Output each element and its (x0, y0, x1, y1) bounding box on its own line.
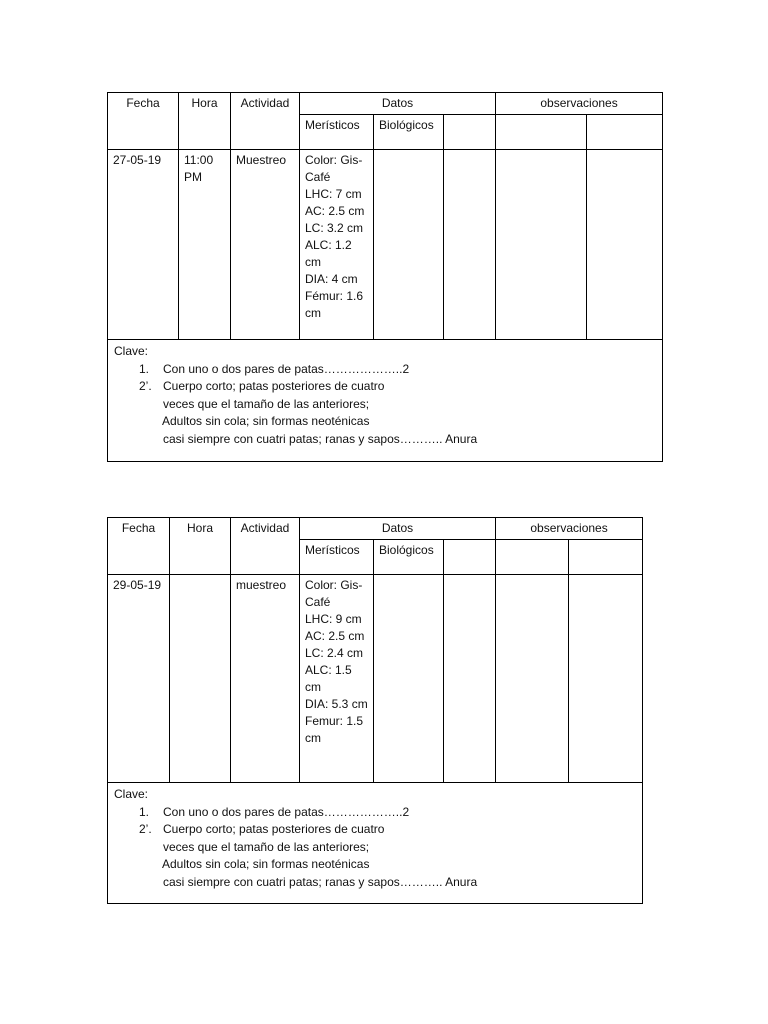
clave-item-2-line: Adultos sin cola; sin formas neoténicas (162, 857, 370, 871)
entry-meristicos (300, 575, 374, 783)
header-datos: Datos (300, 93, 496, 115)
entry-actividad: Muestreo (231, 150, 300, 340)
header-biologicos: Biológicos (374, 540, 444, 575)
empty-cell (587, 115, 663, 150)
entry-fecha: 29-05-19 (108, 575, 170, 783)
clave-item-2: 2’. Cuerpo corto; patas posteriores de cuatro (139, 822, 385, 836)
empty-cell (496, 540, 569, 575)
clave-item-2-line: Adultos sin cola; sin formas neoténicas (162, 414, 370, 428)
header-biologicos: Biológicos (374, 115, 444, 150)
clave-item-2: 2’. Cuerpo corto; patas posteriores de cuatro (139, 379, 385, 393)
meristic-value: ALC: 1.5 cm (305, 663, 352, 694)
clave-item-1: 1. Con uno o dos pares de patas………………..2 (139, 361, 410, 376)
meristic-value: LHC: 9 cm (305, 612, 362, 626)
record-table-2 (107, 517, 642, 904)
empty-cell (444, 115, 496, 150)
clave-notes (108, 340, 663, 462)
clave-item-2-line: casi siempre con cuatri patas; ranas y sapos……….. Anura (163, 431, 478, 446)
meristic-value: LHC: 7 cm (305, 187, 362, 201)
entry-observaciones (496, 575, 569, 783)
meristic-value: Fémur: 1.6 cm (305, 289, 364, 320)
meristic-value: DIA: 4 cm (305, 272, 358, 286)
empty-cell (587, 150, 663, 340)
clave-item-2-line: veces que el tamaño de las anteriores; (163, 839, 370, 854)
empty-cell (569, 540, 643, 575)
header-observaciones: observaciones (496, 93, 663, 115)
header-meristicos: Merísticos (300, 115, 374, 150)
header-actividad: Actividad (231, 518, 300, 575)
entry-hora (170, 575, 231, 783)
record-table-1 (107, 92, 662, 462)
meristic-value: LC: 2.4 cm (305, 646, 364, 660)
header-hora: Hora (179, 93, 231, 150)
header-fecha: Fecha (108, 518, 170, 575)
clave-title: Clave: (114, 344, 149, 358)
meristic-value: Femur: 1.5 cm (305, 714, 364, 745)
header-datos: Datos (300, 518, 496, 540)
entry-biologicos (374, 150, 444, 340)
header-observaciones: observaciones (496, 518, 643, 540)
empty-cell (444, 540, 496, 575)
clave-title: Clave: (114, 787, 149, 801)
empty-cell (444, 575, 496, 783)
meristic-value: Color: Gis-Café (305, 153, 363, 184)
header-actividad: Actividad (231, 93, 300, 150)
meristic-value: Color: Gis-Café (305, 578, 363, 609)
entry-actividad: muestreo (231, 575, 300, 783)
empty-cell (444, 150, 496, 340)
meristic-value: AC: 2.5 cm (305, 629, 365, 643)
entry-biologicos (374, 575, 444, 783)
entry-meristicos (300, 150, 374, 340)
clave-item-1: 1. Con uno o dos pares de patas………………..2 (139, 804, 410, 819)
entry-fecha: 27-05-19 (108, 150, 179, 340)
clave-item-2-line: veces que el tamaño de las anteriores; (163, 396, 370, 411)
empty-cell (569, 575, 643, 783)
clave-item-2-line: casi siempre con cuatri patas; ranas y sapos……….. Anura (163, 874, 478, 889)
empty-cell (496, 115, 587, 150)
header-meristicos: Merísticos (300, 540, 374, 575)
meristic-value: ALC: 1.2 cm (305, 238, 352, 269)
meristic-value: DIA: 5.3 cm (305, 697, 368, 711)
meristic-value: AC: 2.5 cm (305, 204, 365, 218)
header-fecha: Fecha (108, 93, 179, 150)
meristic-value: LC: 3.2 cm (305, 221, 364, 235)
header-hora: Hora (170, 518, 231, 575)
entry-hora: 11:00 PM (179, 150, 231, 340)
data-table (107, 92, 663, 462)
entry-observaciones (496, 150, 587, 340)
data-table (107, 517, 643, 904)
clave-notes (108, 783, 643, 904)
